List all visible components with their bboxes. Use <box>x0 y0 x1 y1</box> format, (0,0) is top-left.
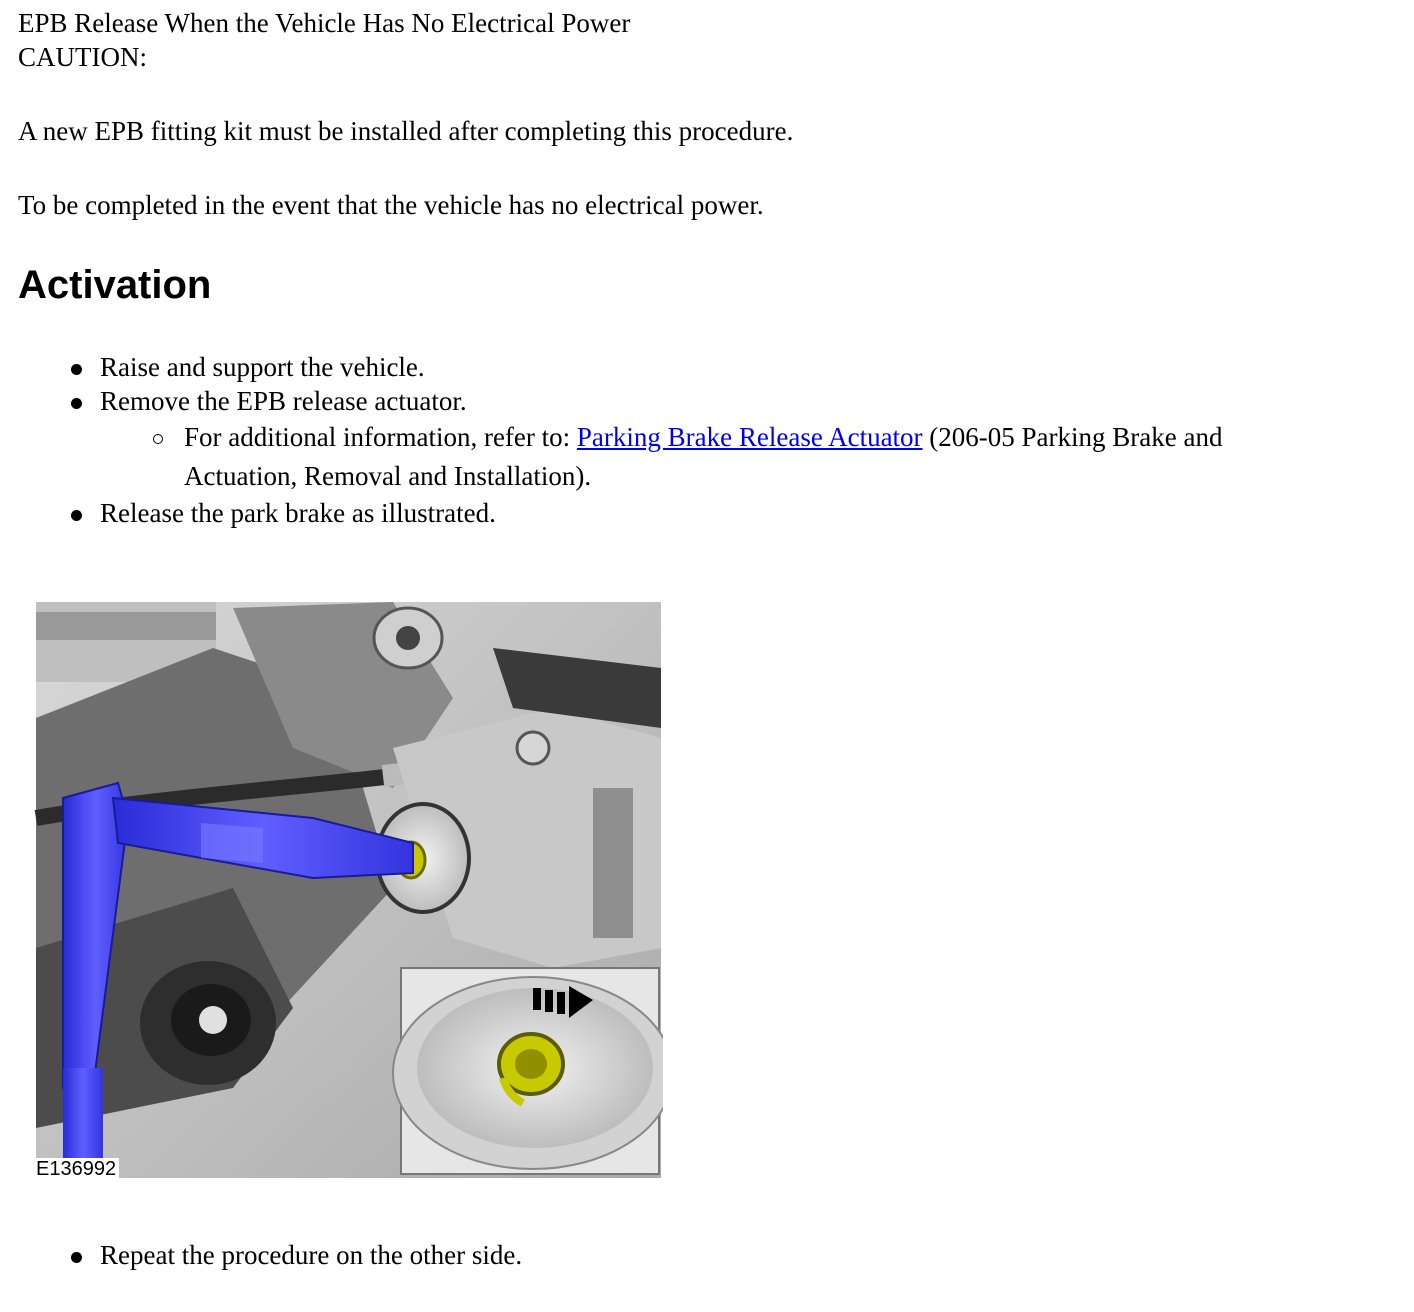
step-text: Release the park brake as illustrated. <box>100 498 496 528</box>
substep-suffix: (206-05 Parking Brake and Actuation, Removal and Installation). <box>184 422 1223 491</box>
final-step-list <box>0 1238 1400 1272</box>
caution-label: CAUTION: <box>18 42 147 72</box>
procedure-title: EPB Release When the Vehicle Has No Electrical Power <box>18 8 631 38</box>
step-item <box>0 350 1400 384</box>
step-item <box>0 1238 1400 1272</box>
step-text: Raise and support the vehicle. <box>100 352 425 382</box>
step-item <box>0 384 1400 496</box>
section-heading: Activation <box>18 263 212 307</box>
step-list <box>0 350 1400 530</box>
park-brake-release-illustration <box>33 588 663 1180</box>
substep-list <box>100 418 1400 496</box>
parking-brake-release-actuator-link[interactable]: Parking Brake Release Actuator <box>576 422 923 452</box>
intro-text: To be completed in the event that the vehicle has no electrical power. <box>18 190 764 220</box>
step-text: Remove the EPB release actuator. <box>100 386 467 416</box>
substep-item <box>100 418 1314 496</box>
step-text: Repeat the procedure on the other side. <box>100 1240 523 1270</box>
substep-prefix: For additional information, refer to: <box>184 422 577 452</box>
step-item <box>0 496 1400 530</box>
caution-text: A new EPB fitting kit must be installed after completing this procedure. <box>18 116 794 146</box>
figure-label: E136992 <box>33 1158 119 1180</box>
illustration-figure <box>33 588 663 1180</box>
